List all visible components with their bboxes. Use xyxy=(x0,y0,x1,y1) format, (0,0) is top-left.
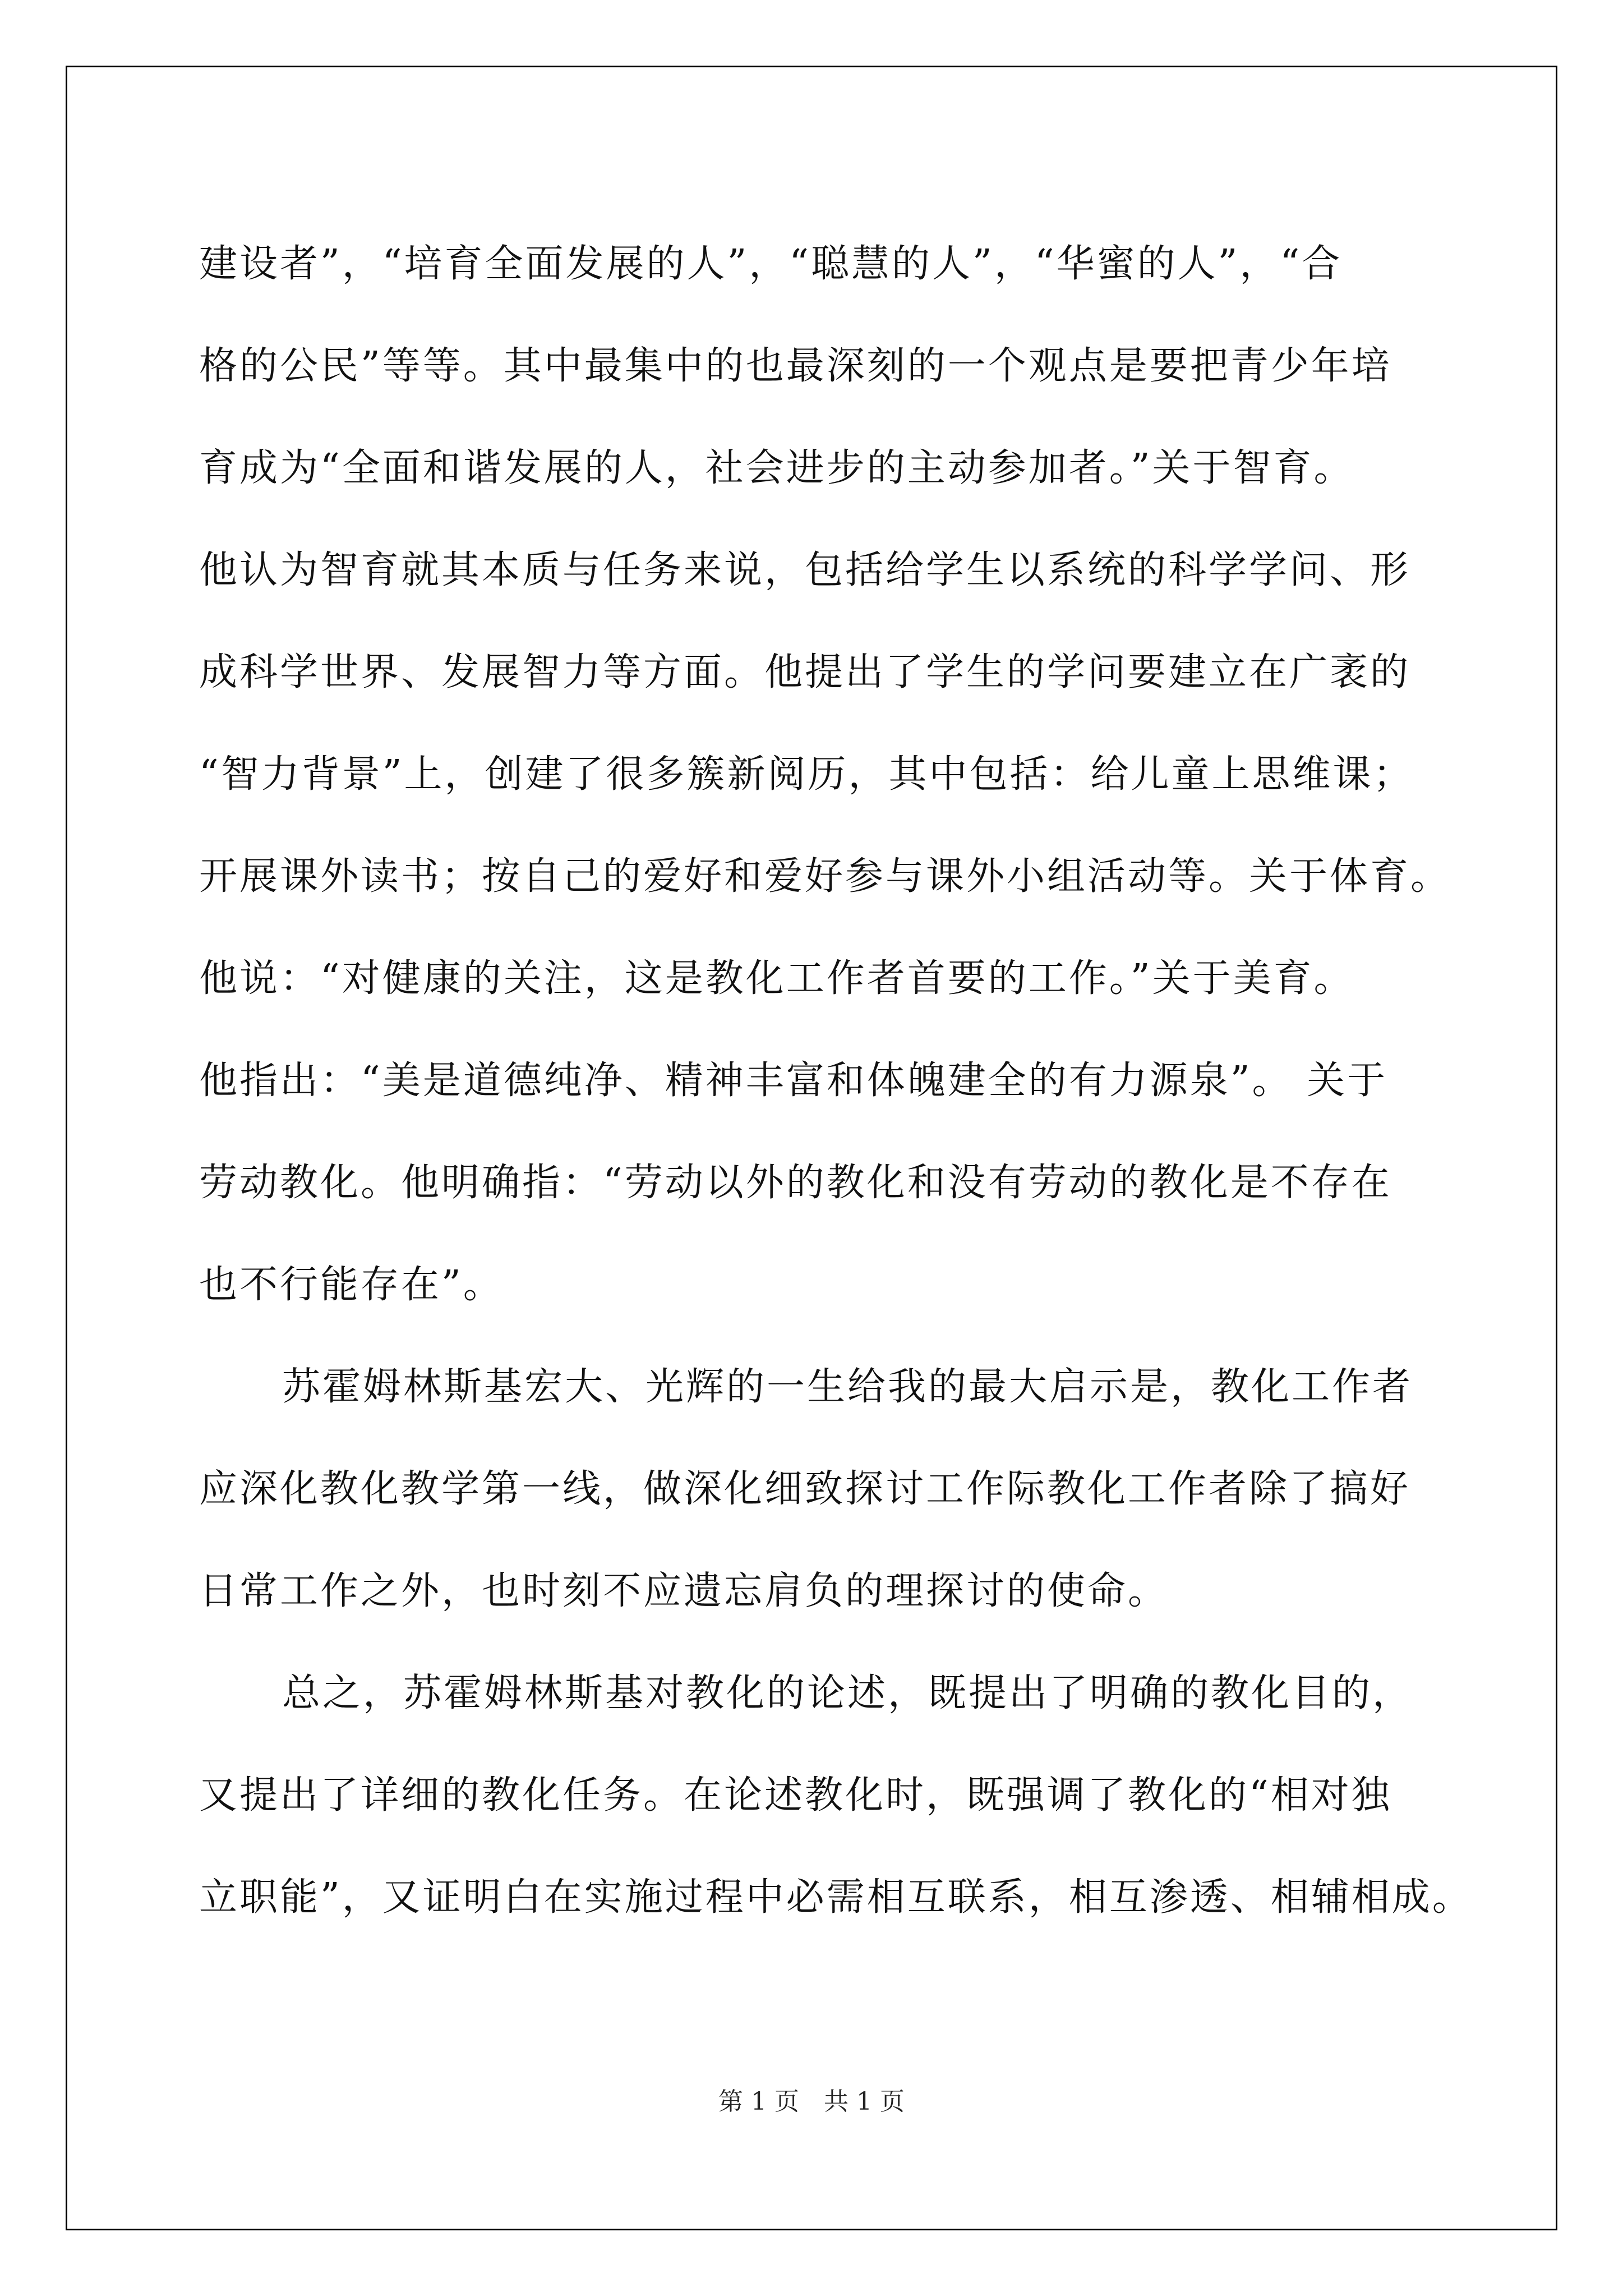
text-line: 他认为智育就其本质与任务来说，包括给学生以系统的科学学问、形 xyxy=(199,548,1411,592)
text-line: 也不行能存在”。 xyxy=(199,1263,504,1307)
paragraph-first-line: 苏霍姆林斯基宏大、光辉的一生给我的最大启示是，教化工作者 xyxy=(282,1365,1413,1409)
text-line: 又提出了详细的教化任务。在论述教化时，既强调了教化的“相对独 xyxy=(199,1773,1392,1818)
page-number-footer: 第 1 页 共 1 页 xyxy=(718,2087,905,2116)
text-line: 格的公民”等等。其中最集中的也最深刻的一个观点是要把青少年培 xyxy=(199,344,1392,388)
text-line: “智力背景”上，创建了很多簇新阅历，其中包括：给儿童上思维课； xyxy=(199,752,1414,797)
text-line: 劳动教化。他明确指：“劳动以外的教化和没有劳动的教化是不存在 xyxy=(199,1161,1392,1205)
text-line: 日常工作之外，也时刻不应遗忘肩负的理探讨的使命。 xyxy=(199,1569,1169,1613)
text-line: 开展课外读书；按自己的爱好和爱好参与课外小组活动等。关于体育。 xyxy=(199,854,1451,899)
paragraph-first-line: 总之，苏霍姆林斯基对教化的论述，既提出了明确的教化目的， xyxy=(282,1671,1413,1715)
text-line: 立职能”，又证明白在实施过程中必需相互联系，相互渗透、相辅相成。 xyxy=(199,1875,1473,1920)
document-body xyxy=(199,213,1473,1949)
text-line: 成科学世界、发展智力等方面。他提出了学生的学问要建立在广袤的 xyxy=(199,650,1411,694)
text-line: 育成为“全面和谐发展的人，社会进步的主动参加者。”关于智育。 xyxy=(199,446,1354,490)
text-line: 建设者”，“培育全面发展的人”，“聪慧的人”，“华蜜的人”，“合 xyxy=(199,242,1343,286)
text-line: 他指出：“美是道德纯净、精神丰富和体魄建全的有力源泉”。 关于 xyxy=(199,1059,1388,1103)
text-line: 应深化教化教学第一线，做深化细致探讨工作际教化工作者除了搞好 xyxy=(199,1467,1411,1511)
text-line: 他说：“对健康的关注，这是教化工作者首要的工作。”关于美育。 xyxy=(199,956,1354,1001)
